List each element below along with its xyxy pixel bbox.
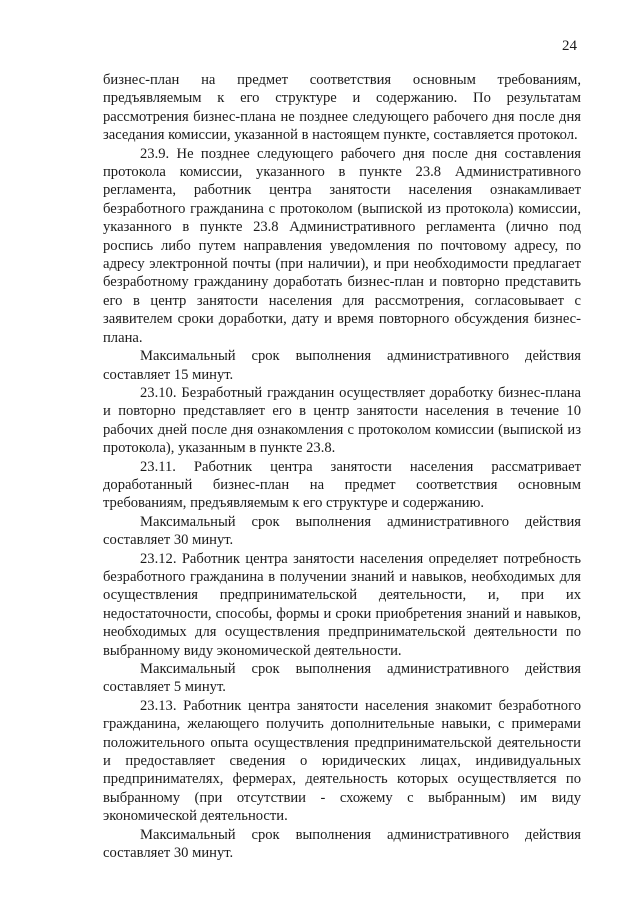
- paragraph-23-12: 23.12. Работник центра занятости населения определяет потребность безработного гражданина в получении знаний и навыков, необходимых для осуществления предпринимательской деятельности, и, при их недостаточности, способы, формы и сроки приобретения знаний и навыков, необходимых для осуществления предпринимательской деятельности по выбранному виду экономической деятельности.: [103, 550, 581, 659]
- paragraph-deadline-5: Максимальный срок выполнения административного действия составляет 5 минут.: [103, 661, 581, 696]
- paragraph-23-13: 23.13. Работник центра занятости населения знакомит безработного гражданина, желающего получить дополнительные навыки, с примерами положительного опыта осуществления предпринимательской деятельности и предоставляет сведения о юридических лицах, индивидуальных предпринимателях, фермерах, деятельность которых осуществляется по выбранному (при отсутствии - схожему с выбранным) им виду экономической деятельности.: [103, 697, 581, 825]
- paragraph-deadline-15: Максимальный срок выполнения административного действия составляет 15 минут.: [103, 348, 581, 383]
- paragraph-deadline-30-a: Максимальный срок выполнения административного действия составляет 30 минут.: [103, 513, 581, 549]
- paragraph-continuation: бизнес-план на предмет соответствия основным требованиям, предъявляемым к его структуре и содержанию. По результатам рассмотрения бизнес-плана не позднее следующего рабочего дня после дня заседания комиссии, указанной в настоящем пункте, составляется протокол.: [103, 72, 581, 144]
- paragraph-deadline-30-b: Максимальный срок выполнения административного действия составляет 30 минут.: [103, 826, 581, 862]
- paragraph-23-9: 23.9. Не позднее следующего рабочего дня после дня составления протокола комиссии, указанного в пункте 23.8 Административного регламента, работник центра занятости населения ознакамливает безработного гражданина с протоколом (выпиской из протокола) комиссии, указанного в пункте 23.8 Административного регламента (лично под роспись либо путем направления уведомления по почтовому адресу, по адресу электронной почты (при наличии), и при необходимости предлагает безработному гражданину доработать бизнес-план и повторно представить его в центр занятости населения для рассмотрения, согласовывает с заявителем сроки доработки, дату и время повторного обсуждения бизнес-плана.: [103, 145, 581, 346]
- document-body: [103, 71, 581, 862]
- paragraph-23-10: 23.10. Безработный гражданин осуществляет доработку бизнес-плана и повторно представляет его в центр занятости населения в течение 10 рабочих дней после дня ознакомления с протоколом комиссии (выпиской из протокола), указанным в пункте 23.8.: [103, 384, 581, 457]
- page-number: 24: [562, 38, 577, 54]
- paragraph-23-11: 23.11. Работник центра занятости населения рассматривает доработанный бизнес-план на предмет соответствия основным требованиям, предъявляемым к его структуре и содержанию.: [103, 458, 581, 512]
